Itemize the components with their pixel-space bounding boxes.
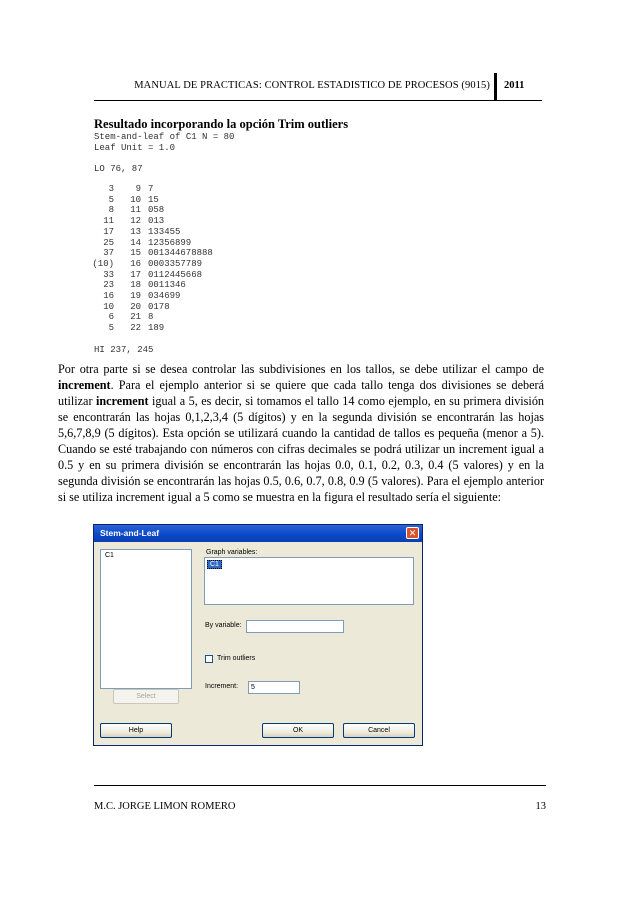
stem-leaves: 013 bbox=[148, 216, 165, 227]
header-year: 2011 bbox=[504, 80, 525, 91]
variable-list[interactable] bbox=[100, 549, 192, 689]
stem-depth: (10) bbox=[92, 258, 114, 269]
stem-value: 17 bbox=[130, 269, 141, 280]
stem-depth: 37 bbox=[103, 248, 114, 259]
paragraph-bold-1: increment bbox=[58, 378, 111, 392]
cancel-button[interactable]: Cancel bbox=[343, 723, 415, 738]
stem-value: 10 bbox=[130, 194, 141, 205]
stem-depth: 6 bbox=[108, 312, 114, 323]
stem-value: 13 bbox=[130, 226, 141, 237]
stem-depth: 8 bbox=[108, 205, 114, 216]
trim-outliers-checkbox[interactable] bbox=[205, 655, 213, 663]
footer-author: M.C. JORGE LIMON ROMERO bbox=[94, 801, 236, 812]
trim-outliers-label: Trim outliers bbox=[217, 655, 256, 662]
list-item[interactable]: C1 bbox=[105, 552, 114, 559]
stem-leaves: 189 bbox=[148, 323, 165, 334]
body-paragraph bbox=[58, 361, 544, 505]
graph-variables-label: Graph variables: bbox=[206, 549, 258, 556]
stem-leaves: 0178 bbox=[148, 301, 170, 312]
high-values: HI 237, 245 bbox=[94, 345, 154, 355]
header-rule bbox=[94, 100, 542, 101]
stem-value: 21 bbox=[130, 312, 141, 323]
header-divider bbox=[494, 73, 497, 101]
leaf-unit: Leaf Unit = 1.0 bbox=[94, 143, 176, 153]
stem-leaves: 7 bbox=[148, 184, 154, 194]
section-title: Resultado incorporando la opción Trim outliers bbox=[94, 117, 349, 131]
low-values: LO 76, 87 bbox=[94, 164, 143, 174]
stem-leaves: 0011346 bbox=[148, 280, 186, 291]
stem-leaves: 058 bbox=[148, 205, 165, 216]
stem-depth: 23 bbox=[103, 280, 114, 291]
page-header bbox=[94, 73, 542, 101]
page-number: 13 bbox=[535, 801, 546, 812]
stem-value: 9 bbox=[135, 184, 141, 194]
stem-leaves: 12356899 bbox=[148, 237, 192, 248]
stem-leaves: 133455 bbox=[148, 226, 181, 237]
stem-depth: 25 bbox=[103, 237, 114, 248]
footer-rule bbox=[94, 785, 546, 786]
dialog-titlebar[interactable] bbox=[94, 525, 422, 542]
by-variable-input[interactable] bbox=[246, 620, 344, 633]
stem-depth: 3 bbox=[108, 184, 114, 194]
stem-depth: 11 bbox=[103, 216, 114, 227]
paragraph-text-2: . Para el ejemplo anterior si se quiere que cada tallo tenga dos divisiones se deberá utilizar bbox=[58, 378, 544, 408]
output-heading: Stem-and-leaf of C1 N = 80 bbox=[94, 132, 235, 142]
increment-input[interactable]: 5 bbox=[248, 681, 300, 694]
close-icon: ✕ bbox=[408, 528, 417, 538]
stem-value: 11 bbox=[130, 205, 141, 216]
stem-depth: 17 bbox=[103, 226, 114, 237]
paragraph-text-1: Por otra parte si se desea controlar las subdivisiones en los tallos, se debe utilizar el campo de bbox=[58, 362, 544, 376]
graph-variables-value: C1 bbox=[207, 560, 222, 569]
stem-leaves: 15 bbox=[148, 194, 159, 205]
help-button[interactable]: Help bbox=[100, 723, 172, 738]
close-button[interactable] bbox=[406, 527, 419, 539]
paragraph-bold-2: increment bbox=[95, 394, 149, 408]
stem-value: 19 bbox=[130, 291, 141, 301]
select-button[interactable]: Select bbox=[113, 689, 179, 704]
stem-depth: 16 bbox=[103, 291, 114, 301]
stem-value: 12 bbox=[130, 216, 141, 227]
stem-leaves: 0003357789 bbox=[148, 258, 203, 269]
stem-value: 15 bbox=[130, 248, 141, 259]
stem-leaves: 8 bbox=[148, 312, 154, 323]
increment-label: Increment: bbox=[205, 683, 239, 690]
stem-leaves: 0112445668 bbox=[148, 269, 203, 280]
stem-leaves: 034699 bbox=[148, 291, 181, 301]
stem-value: 22 bbox=[130, 323, 141, 334]
stem-leaves: 001344678888 bbox=[148, 248, 213, 259]
dialog-title: Stem-and-Leaf bbox=[100, 528, 160, 538]
stem-value: 14 bbox=[130, 237, 141, 248]
stem-value: 20 bbox=[130, 301, 141, 312]
stem-depth: 10 bbox=[103, 301, 114, 312]
ok-button[interactable]: OK bbox=[262, 723, 334, 738]
header-title: MANUAL DE PRACTICAS: CONTROL ESTADISTICO DE PROCESOS (9015) bbox=[134, 80, 490, 91]
paragraph-text-3: igual a 5, es decir, si tomamos el tallo 14 como ejemplo, en su primera división se encontrarán las hojas 0,1,2,3,4 (5 dígitos) y en la segunda división se encontrarán las hojas 5,6,7,8,9 (5 dígitos). Esta opción se utilizará cuando la cantidad de tallos es pequeña (menor a 5). Cuando se esté trabajando con números con cifras decimales se podrá utilizar un increment igual a 0.5 y en su primera división se encontrarán las hojas 0.0, 0.1, 0.2, 0.3, 0.4 (5 valores) y en la segunda división se encontrarán las hojas 0.5, 0.6, 0.7, 0.8, 0.9 (5 valores). Para el ejemplo anterior si se utiliza increment igual a 5 como se muestra en la figura el resultado sería el siguiente: bbox=[58, 394, 545, 504]
stem-value: 18 bbox=[130, 280, 141, 291]
graph-variables-input[interactable] bbox=[204, 557, 414, 605]
by-variable-label: By variable: bbox=[205, 622, 242, 629]
stem-and-leaf-dialog bbox=[93, 524, 423, 746]
stem-depth: 5 bbox=[108, 323, 114, 334]
stem-value: 16 bbox=[130, 258, 141, 269]
stem-depth: 33 bbox=[103, 269, 114, 280]
stem-depth: 5 bbox=[108, 194, 114, 205]
